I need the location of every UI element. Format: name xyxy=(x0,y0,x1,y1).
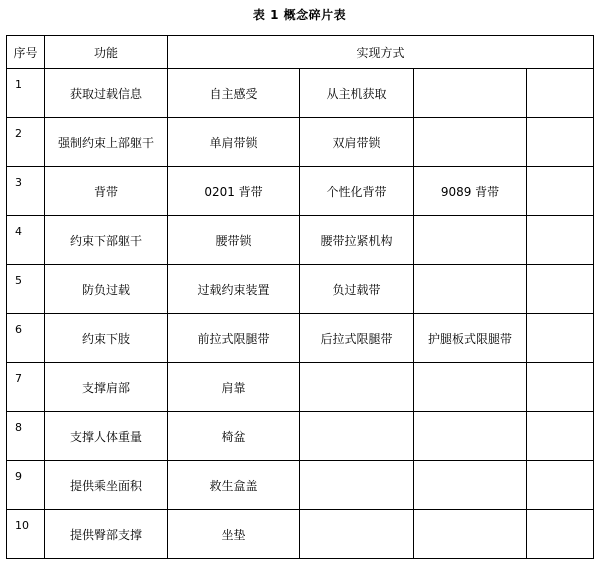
row-index: 1 xyxy=(7,69,45,118)
row-method xyxy=(527,265,594,314)
row-method: 过载约束装置 xyxy=(168,265,300,314)
row-function: 约束下肢 xyxy=(45,314,168,363)
row-method: 单肩带锁 xyxy=(168,118,300,167)
row-method xyxy=(527,412,594,461)
row-index: 6 xyxy=(7,314,45,363)
row-function: 防负过载 xyxy=(45,265,168,314)
header-implementation: 实现方式 xyxy=(168,36,594,69)
row-method: 自主感受 xyxy=(168,69,300,118)
row-method: 负过载带 xyxy=(300,265,414,314)
row-index: 2 xyxy=(7,118,45,167)
row-method xyxy=(300,461,414,510)
row-method xyxy=(527,461,594,510)
row-method xyxy=(527,118,594,167)
row-method: 从主机获取 xyxy=(300,69,414,118)
row-method: 护腿板式限腿带 xyxy=(414,314,527,363)
row-method xyxy=(527,510,594,559)
row-method xyxy=(414,363,527,412)
row-method xyxy=(414,69,527,118)
row-method: 双肩带锁 xyxy=(300,118,414,167)
row-index: 3 xyxy=(7,167,45,216)
row-method xyxy=(414,461,527,510)
row-method: 腰带锁 xyxy=(168,216,300,265)
row-method xyxy=(414,216,527,265)
row-function: 强制约束上部躯干 xyxy=(45,118,168,167)
header-row xyxy=(7,36,594,69)
header-index: 序号 xyxy=(7,36,45,69)
row-method xyxy=(527,216,594,265)
table-row xyxy=(7,69,594,118)
row-index: 10 xyxy=(7,510,45,559)
row-method xyxy=(300,510,414,559)
table-row xyxy=(7,216,594,265)
row-index: 5 xyxy=(7,265,45,314)
row-index: 9 xyxy=(7,461,45,510)
row-function: 提供乘坐面积 xyxy=(45,461,168,510)
header-function: 功能 xyxy=(45,36,168,69)
concept-fragment-table xyxy=(6,35,594,559)
row-method: 坐垫 xyxy=(168,510,300,559)
table-caption: 表 1 概念碎片表 xyxy=(252,8,347,22)
row-method: 个性化背带 xyxy=(300,167,414,216)
row-index: 4 xyxy=(7,216,45,265)
row-function: 提供臀部支撑 xyxy=(45,510,168,559)
row-method xyxy=(414,412,527,461)
row-index: 7 xyxy=(7,363,45,412)
table-row xyxy=(7,412,594,461)
row-method xyxy=(414,510,527,559)
table-row xyxy=(7,363,594,412)
row-method xyxy=(300,363,414,412)
row-method: 前拉式限腿带 xyxy=(168,314,300,363)
row-method xyxy=(527,69,594,118)
row-function: 背带 xyxy=(45,167,168,216)
row-method: 9089 背带 xyxy=(414,167,527,216)
row-method xyxy=(527,314,594,363)
table-row xyxy=(7,118,594,167)
row-method: 0201 背带 xyxy=(168,167,300,216)
row-method xyxy=(414,265,527,314)
row-method: 救生盒盖 xyxy=(168,461,300,510)
row-method xyxy=(527,167,594,216)
table-row xyxy=(7,461,594,510)
row-index: 8 xyxy=(7,412,45,461)
row-function: 支撑肩部 xyxy=(45,363,168,412)
row-method: 椅盆 xyxy=(168,412,300,461)
row-method: 后拉式限腿带 xyxy=(300,314,414,363)
row-method xyxy=(414,118,527,167)
row-function: 约束下部躯干 xyxy=(45,216,168,265)
row-method xyxy=(300,412,414,461)
row-function: 支撑人体重量 xyxy=(45,412,168,461)
table-row xyxy=(7,510,594,559)
table-row xyxy=(7,265,594,314)
row-method: 腰带拉紧机构 xyxy=(300,216,414,265)
table-row xyxy=(7,167,594,216)
row-method xyxy=(527,363,594,412)
row-method: 肩靠 xyxy=(168,363,300,412)
row-function: 获取过载信息 xyxy=(45,69,168,118)
table-row xyxy=(7,314,594,363)
